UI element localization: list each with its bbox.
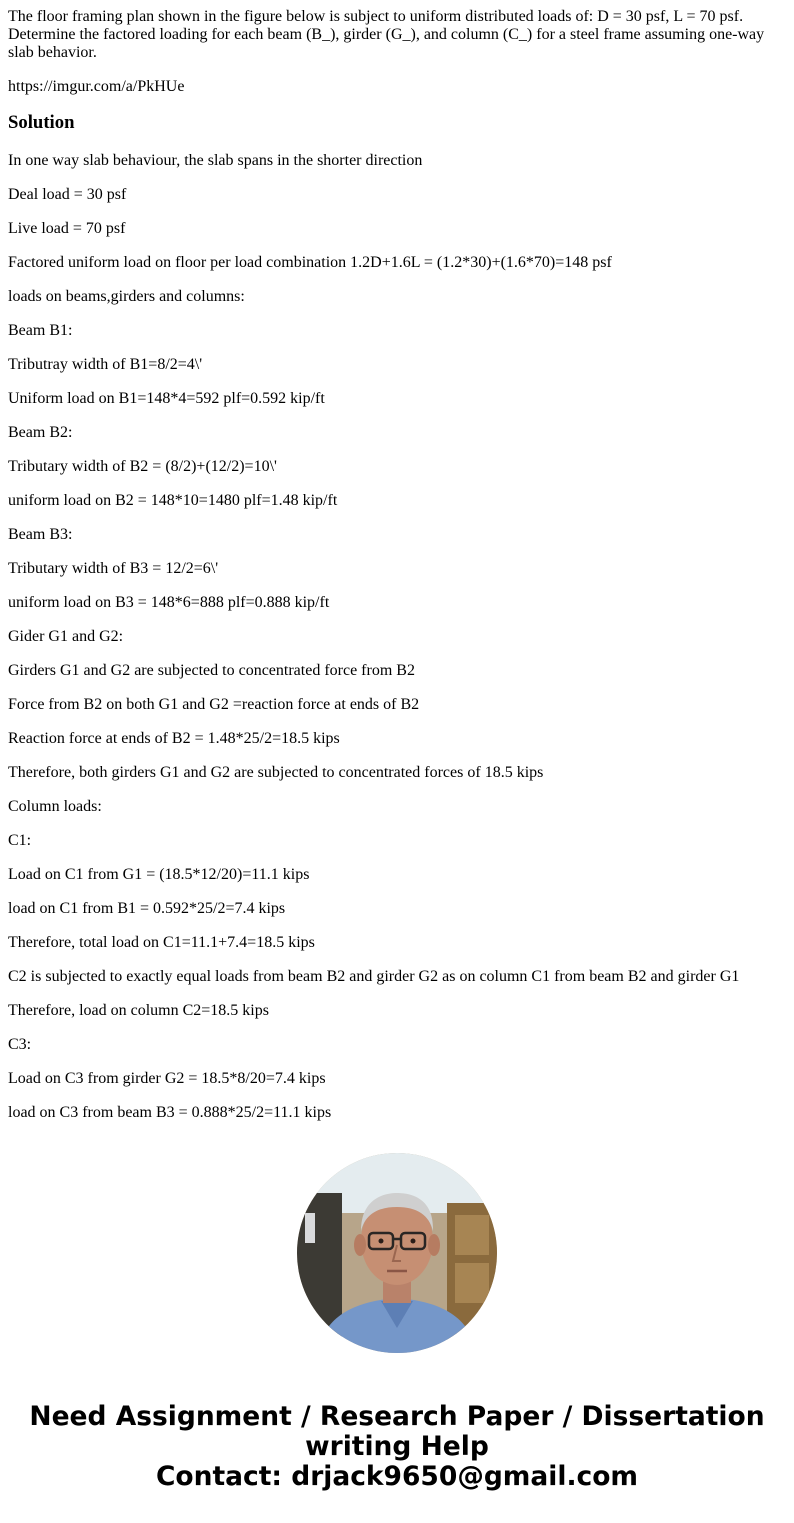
promo-line: writing Help: [305, 1431, 489, 1462]
solution-line: Therefore, both girders G1 and G2 are subjected to concentrated forces of 18.5 kips: [8, 764, 544, 781]
promo-banner: [0, 1402, 794, 1492]
solution-line: Beam B1:: [8, 322, 73, 339]
solution-line: uniform load on B2 = 148*10=1480 plf=1.48 kip/ft: [8, 492, 338, 509]
solution-line: Load on C3 from girder G2 = 18.5*8/20=7.4 kips: [8, 1070, 326, 1087]
solution-line: Beam B2:: [8, 424, 73, 441]
solution-heading: Solution: [8, 112, 75, 133]
solution-line: C2 is subjected to exactly equal loads from beam B2 and girder G2 as on column C1 from beam B2 and girder G1: [8, 968, 740, 985]
solution-line: Reaction force at ends of B2 = 1.48*25/2=18.5 kips: [8, 730, 340, 747]
solution-line: Tributary width of B3 = 12/2=6\': [8, 560, 219, 577]
solution-line: Tributary width of B2 = (8/2)+(12/2)=10\': [8, 458, 277, 475]
solution-line: Gider G1 and G2:: [8, 628, 124, 645]
solution-line: Tributray width of B1=8/2=4\': [8, 356, 203, 373]
figure-link[interactable]: https://imgur.com/a/PkHUe: [8, 78, 185, 95]
solution-line: uniform load on B3 = 148*6=888 plf=0.888 kip/ft: [8, 594, 330, 611]
solution-line: Deal load = 30 psf: [8, 186, 127, 203]
solution-line: Therefore, total load on C1=11.1+7.4=18.5 kips: [8, 934, 315, 951]
solution-line: loads on beams,girders and columns:: [8, 288, 245, 305]
solution-line: Force from B2 on both G1 and G2 =reaction force at ends of B2: [8, 696, 420, 713]
solution-line: C1:: [8, 832, 32, 849]
solution-line: Beam B3:: [8, 526, 73, 543]
author-avatar: [297, 1153, 497, 1353]
document-body: [8, 8, 784, 1123]
solution-line: load on C1 from B1 = 0.592*25/2=7.4 kips: [8, 900, 286, 917]
author-portrait: [297, 1153, 497, 1353]
solution-line: Girders G1 and G2 are subjected to concentrated force from B2: [8, 662, 415, 679]
promo-contact[interactable]: Contact: drjack9650@gmail.com: [155, 1461, 639, 1492]
solution-line: C3:: [8, 1036, 32, 1053]
promo-line: Need Assignment / Research Paper / Dissertation: [29, 1401, 765, 1432]
solution-line: In one way slab behaviour, the slab spans in the shorter direction: [8, 152, 423, 169]
question-text: The floor framing plan shown in the figure below is subject to uniform distributed loads of: D = 30 psf, L = 70 psf. Determine the factored loading for each beam (B_), girder (G_), and column (C_) for a steel frame assuming one-way slab behavior.: [8, 8, 765, 61]
solution-line: Live load = 70 psf: [8, 220, 126, 237]
solution-line: Uniform load on B1=148*4=592 plf=0.592 kip/ft: [8, 390, 325, 407]
solution-line: Column loads:: [8, 798, 102, 815]
solution-line: Therefore, load on column C2=18.5 kips: [8, 1002, 269, 1019]
solution-line: load on C3 from beam B3 = 0.888*25/2=11.1 kips: [8, 1104, 332, 1121]
solution-line: Load on C1 from G1 = (18.5*12/20)=11.1 kips: [8, 866, 310, 883]
solution-line: Factored uniform load on floor per load combination 1.2D+1.6L = (1.2*30)+(1.6*70)=148 psf: [8, 254, 612, 271]
